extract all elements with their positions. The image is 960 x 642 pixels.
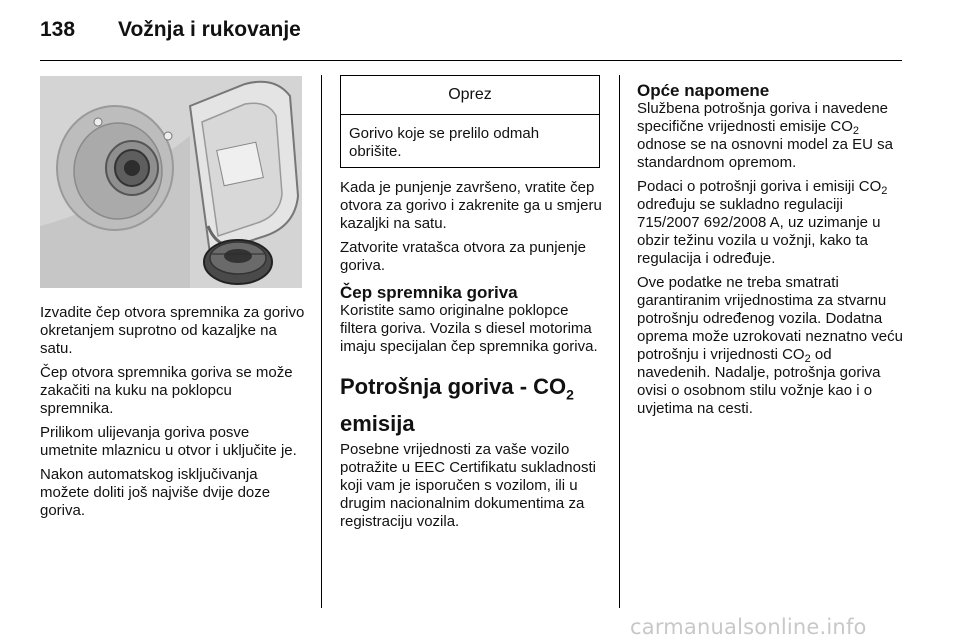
header-divider [40, 60, 902, 61]
column-divider-2 [619, 75, 620, 608]
subscript: 2 [881, 185, 888, 197]
paragraph: Zatvorite vratašca otvora za punjenje goriva. [340, 239, 586, 274]
column-2 [340, 179, 605, 537]
subscript: 2 [566, 386, 574, 403]
text-run: odnose se na osnovni model za EU sa standardnom opremom. [637, 136, 893, 171]
caution-box [340, 75, 600, 168]
subscript: 2 [852, 125, 860, 137]
caution-text: Gorivo koje se prelilo odmah obrišite. [349, 125, 540, 160]
fuel-filler-illustration [40, 76, 302, 288]
text-run: Podaci o potrošnji goriva i emisiji CO [637, 178, 882, 195]
paragraph: Posebne vrijednosti za vaše vozilo potražite u EEC Certifikatu sukladnosti koji vam je isporučen s vozilom, ili u drugim nacionalnim dokumentima za registraciju vozila. [340, 441, 596, 531]
paragraph: Čep otvora spremnika goriva se može zakačiti na kuku na poklopcu spremnika. [40, 364, 293, 417]
column-3 [637, 81, 905, 424]
column-1 [40, 304, 306, 526]
paragraph [637, 274, 905, 418]
general-notes-heading: Opće napomene [637, 81, 770, 100]
text-run: određuju se sukladno regulaciji 715/2007 692/2008 A, uz uzimanje u obzir težinu vozila u vožnji, kako ta regulacija i određuje. [637, 196, 881, 267]
section-title: Vožnja i rukovanje [118, 18, 301, 41]
text-run: Ove podatke ne treba smatrati garantiranim vrijednostima za stvarnu potrošnju određenog vozila. Dodatna oprema može uzrokovati neznatno veću potrošnju i vrijednosti CO [637, 274, 903, 363]
heading-text: emisija [340, 411, 415, 437]
paragraph: Kada je punjenje završeno, vratite čep otvora za gorivo i zakrenite ga u smjeru kazaljki na satu. [340, 179, 602, 232]
paragraph [637, 178, 905, 268]
fuel-cap-heading: Čep spremnika goriva [340, 283, 518, 302]
fuel-consumption-heading [340, 372, 605, 439]
page-number: 138 [40, 18, 76, 41]
watermark: carmanualsonline.info [630, 615, 867, 639]
paragraph: Prilikom ulijevanja goriva posve umetnite mlaznicu u otvor i uključite je. [40, 424, 297, 459]
paragraph [637, 100, 905, 172]
heading-text: Potrošnja goriva - CO [340, 374, 567, 399]
column-divider-1 [321, 75, 322, 608]
paragraph: Nakon automatskog isključivanja možete doliti još najviše dvije doze goriva. [40, 466, 271, 519]
text-run: od navedenih. Nadalje, potrošnja goriva ovisi o osobnom stilu vožnje kao i o uvjetima na cesti. [637, 346, 881, 417]
paragraph: Koristite samo originalne poklopce filtera goriva. Vozila s diesel motorima imaju specijalan čep spremnika goriva. [340, 302, 598, 355]
text-run: Službena potrošnja goriva i navedene specifične vrijednosti emisije CO [637, 100, 889, 135]
subscript: 2 [804, 353, 811, 365]
paragraph: Izvadite čep otvora spremnika za gorivo okretanjem suprotno od kazaljke na satu. [40, 304, 305, 357]
caution-title: Oprez [341, 76, 599, 115]
